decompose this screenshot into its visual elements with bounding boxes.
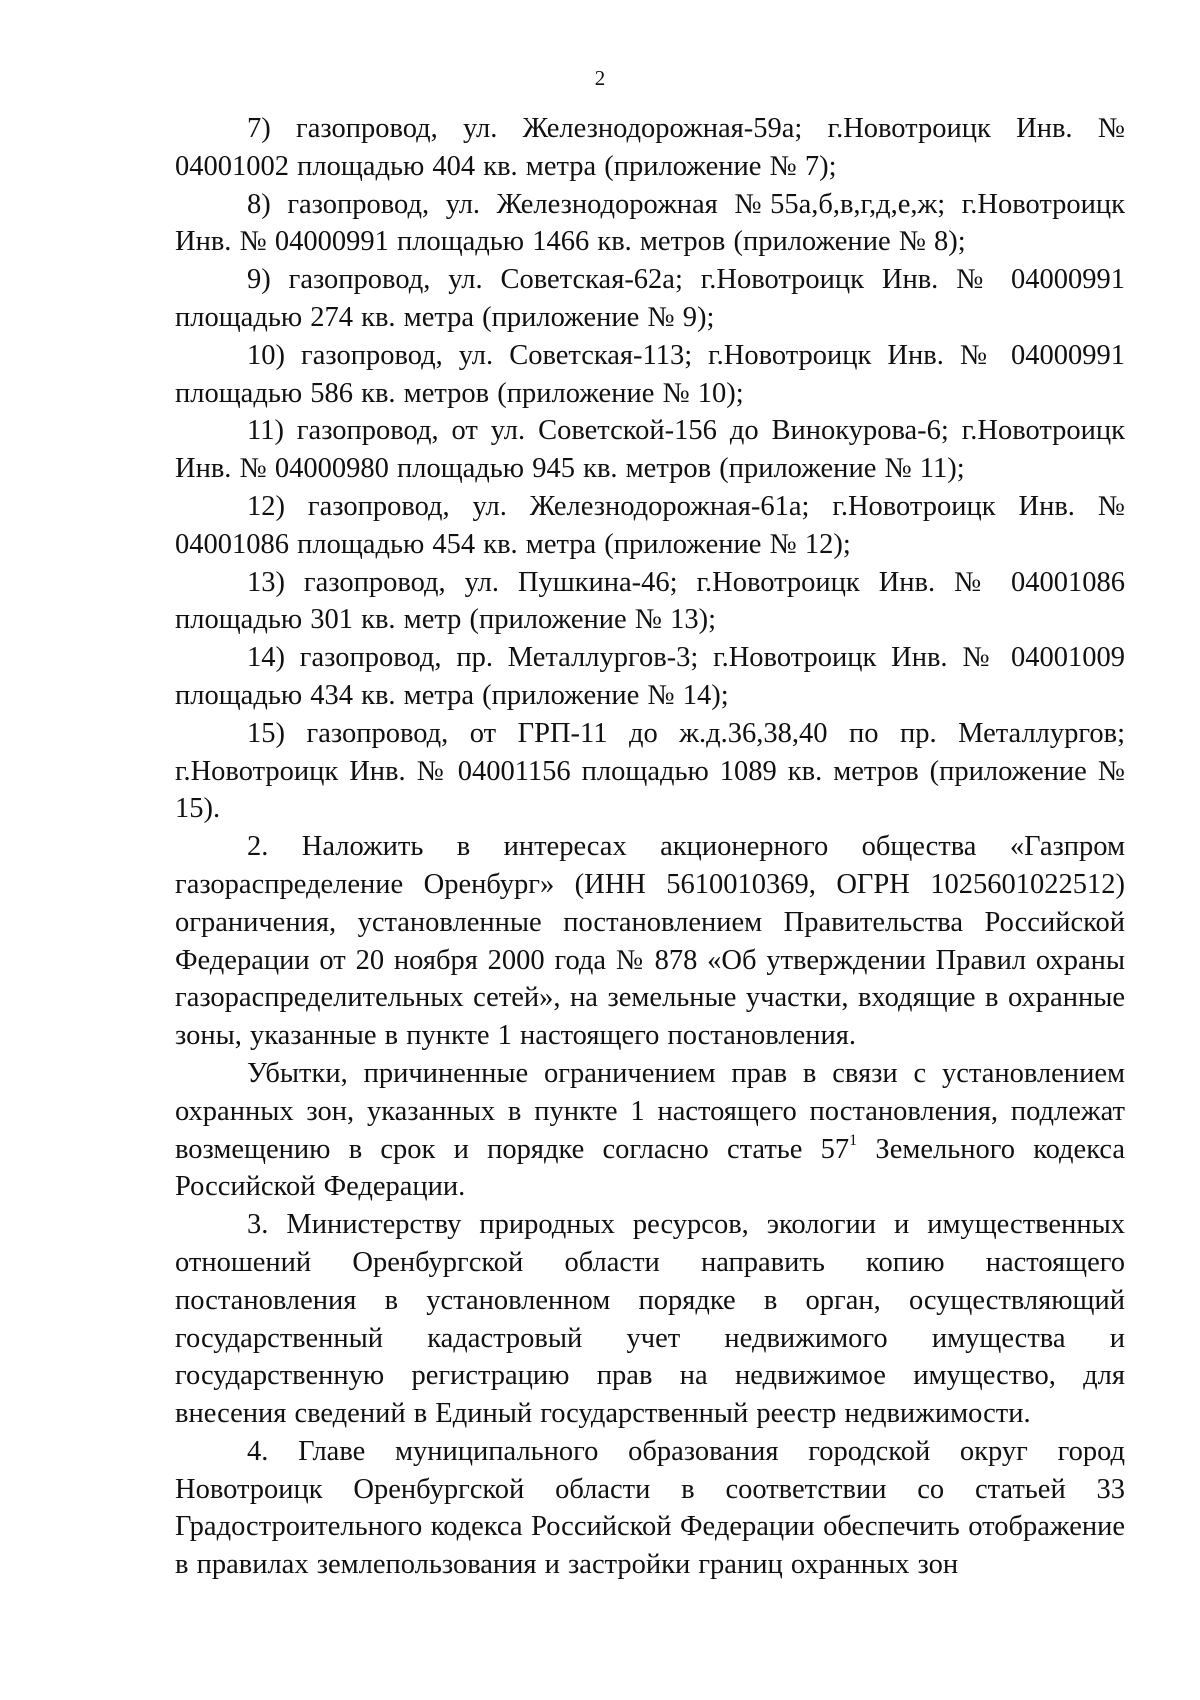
document-body [175,110,1125,1584]
paragraph-4: 4. Главе муниципального образования городской округ город Новотроицк Оренбургской области в соответствии со статьей 33 Градостроительного кодекса Российской Федерации обеспечить отображение в правилах землепользования и застройки границ охранных зон [175,1435,1125,1581]
list-item-10: 10) газопровод, ул. Советская-113; г.Новотроицк Инв. № 04000991 площадью 586 кв. метров (приложение № 10); [175,339,1125,409]
list-item-9: 9) газопровод, ул. Советская-62а; г.Новотроицк Инв. № 04000991 площадью 274 кв. метра (приложение № 9); [175,264,1125,333]
paragraph-3: 3. Министерству природных ресурсов, экологии и имущественных отношений Оренбургской области направить копию настоящего постановления в установленном порядке в орган, осуществляющий государственный кадастровый учет недвижимого имущества и государственную регистрацию прав на недвижимое имущество, для внесения сведений в Единый государственный реестр недвижимости. [175,1209,1125,1430]
paragraph-losses [175,1055,1125,1206]
paragraph-losses-text: Убытки, причиненные ограничением прав в связи с установлением охранных зон, указанных в пункте 1 настоящего постановления, подлежат возмещению в срок и порядке согласно статье 57 [175,1057,1125,1165]
paragraph-losses-tail: Земельного кодекса Российской Федерации. [175,1133,1125,1203]
list-item-12: 12) газопровод, ул. Железнодорожная-61а; г.Новотроицк Инв. № 04001086 площадью 454 кв. метра (приложение № 12); [175,490,1125,560]
article-superscript: 1 [849,1132,858,1150]
list-item-15: 15) газопровод, от ГРП-11 до ж.д.36,38,40 по пр. Металлургов; г.Новотроицк Инв. № 04001156 площадью 1089 кв. метров (приложение № 15). [175,717,1125,825]
list-item-13: 13) газопровод, ул. Пушкина-46; г.Новотроицк Инв. № 04001086 площадью 301 кв. метр (приложение № 13); [175,566,1125,636]
paragraph-2: 2. Наложить в интересах акционерного общества «Газпром газораспределение Оренбург» (ИНН 5610010369, ОГРН 1025601022512) ограничения, установленные постановлением Правительства Российской Федерации от 20 ноября 2000 года № 878 «Об утверждении Правил охраны газораспределительных сетей», на земельные участки, входящие в охранные зоны, указанные в пункте 1 настоящего постановления. [175,831,1125,1052]
list-item-7: 7) газопровод, ул. Железнодорожная-59а; г.Новотроицк Инв. № 04001002 площадью 404 кв. метра (приложение № 7); [175,113,1125,182]
list-item-11: 11) газопровод, от ул. Советской-156 до Винокурова-6; г.Новотроицк Инв. № 04000980 площадью 945 кв. метров (приложение № 11); [175,415,1125,485]
page-number: 2 [594,66,606,90]
list-item-14: 14) газопровод, пр. Металлургов-3; г.Новотроицк Инв. № 04001009 площадью 434 кв. метра (приложение № 14); [175,642,1125,711]
list-item-8: 8) газопровод, ул. Железнодорожная №55а,б,в,г,д,е,ж; г.Новотроицк Инв. № 04000991 площадью 1466 кв. метров (приложение № 8); [175,188,1125,258]
